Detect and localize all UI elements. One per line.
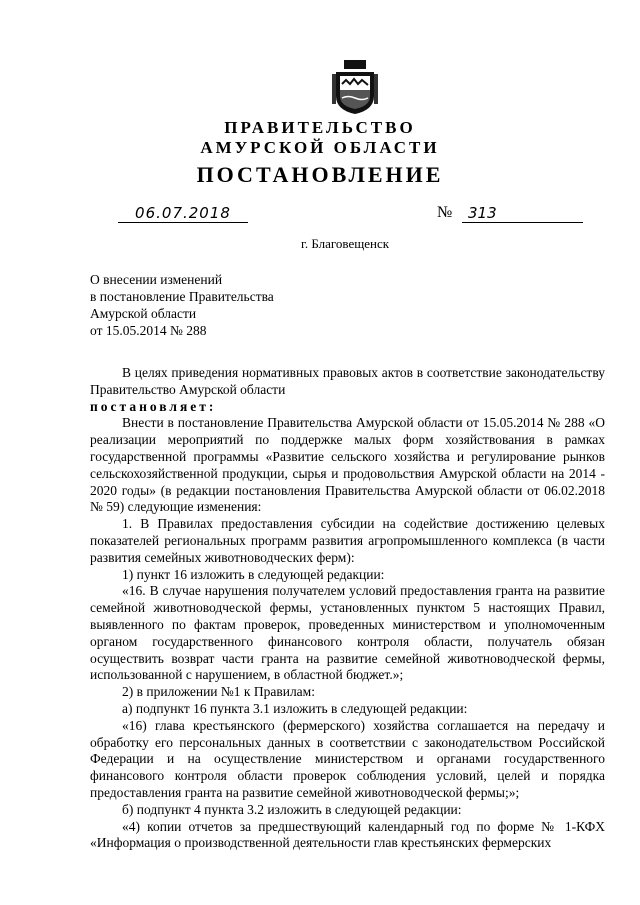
body-paragraph: Внести в постановление Правительства Амурской области от 15.05.2014 № 288 «О реализации мероприятий по поддержке малых форм хозяйствования в рамках государственной программы «Развитие сельского хозяйства и регулирование рынков сельскохозяйственной продукции, сырья и продовольствия Амурской области на 2014 - 2020 годы» (в редакции постановления Правительства Амурской области от 06.02.2018 № 59) следующие изменения: <box>90 415 605 515</box>
document-subject <box>90 271 274 339</box>
subject-line: Амурской области <box>90 306 197 321</box>
body-paragraph: 1) пункт 16 изложить в следующей редакции: <box>122 566 385 582</box>
body-paragraph: а) подпункт 16 пункта 3.1 изложить в следующей редакции: <box>122 700 468 716</box>
document-number: 313 <box>462 204 583 223</box>
body-paragraph: В целях приведения нормативных правовых актов в соответствие законодательству Правительство Амурской области <box>90 365 605 397</box>
coat-of-arms-icon <box>332 60 378 114</box>
document-date: 06.07.2018 <box>118 204 248 223</box>
body-paragraph: «16. В случае нарушения получателем условий предоставления гранта на развитие семейной животноводческой фермы, установленных пунктом 5 настоящих Правил, выявленного по фактам проверок, проведенных министерством и уполномоченным органом государственного финансового контроля области, получатель обязан осуществить возврат части гранта на развитие семейной животноводческой фермы, использованной с нарушением, в областной бюджет.»; <box>90 583 605 683</box>
document-type-title: ПОСТАНОВЛЕНИЕ <box>196 162 444 187</box>
subject-line: О внесении изменений <box>90 272 223 287</box>
body-paragraph: 1. В Правилах предоставления субсидии на содействие достижению целевых показателей региональных программ развития агропромышленного комплекса (в части развития семейных животноводческих ферм): <box>90 516 605 565</box>
city-name: г. Благовещенск <box>300 236 390 251</box>
subject-line: от 15.05.2014 № 288 <box>90 323 207 338</box>
document-number-label: № <box>437 204 453 221</box>
body-paragraph: «4) копии отчетов за предшествующий календарный год по форме № 1-КФХ «Информация о производственной деятельности глав крестьянских фермерских <box>90 818 605 851</box>
government-name-line1: ПРАВИТЕЛЬСТВО <box>224 118 416 137</box>
government-name-line2: АМУРСКОЙ ОБЛАСТИ <box>200 138 440 157</box>
body-paragraph: б) подпункт 4 пункта 3.2 изложить в следующей редакции: <box>122 801 462 817</box>
decree-word: постановляет: <box>90 398 217 414</box>
document-body <box>90 365 605 852</box>
body-paragraph: «16) глава крестьянского (фермерского) хозяйства соглашается на передачу и обработку его персональных данных в соответствии с законодательством Российской Федерации и на осуществление министерством и органами государственного финансового контроля области проверок соблюдения условий, целей и порядка предоставления гранта на развитие семейной животноводческой фермы;»; <box>90 717 605 800</box>
subject-line: в постановление Правительства <box>90 289 274 304</box>
body-paragraph: 2) в приложении №1 к Правилам: <box>122 684 315 700</box>
